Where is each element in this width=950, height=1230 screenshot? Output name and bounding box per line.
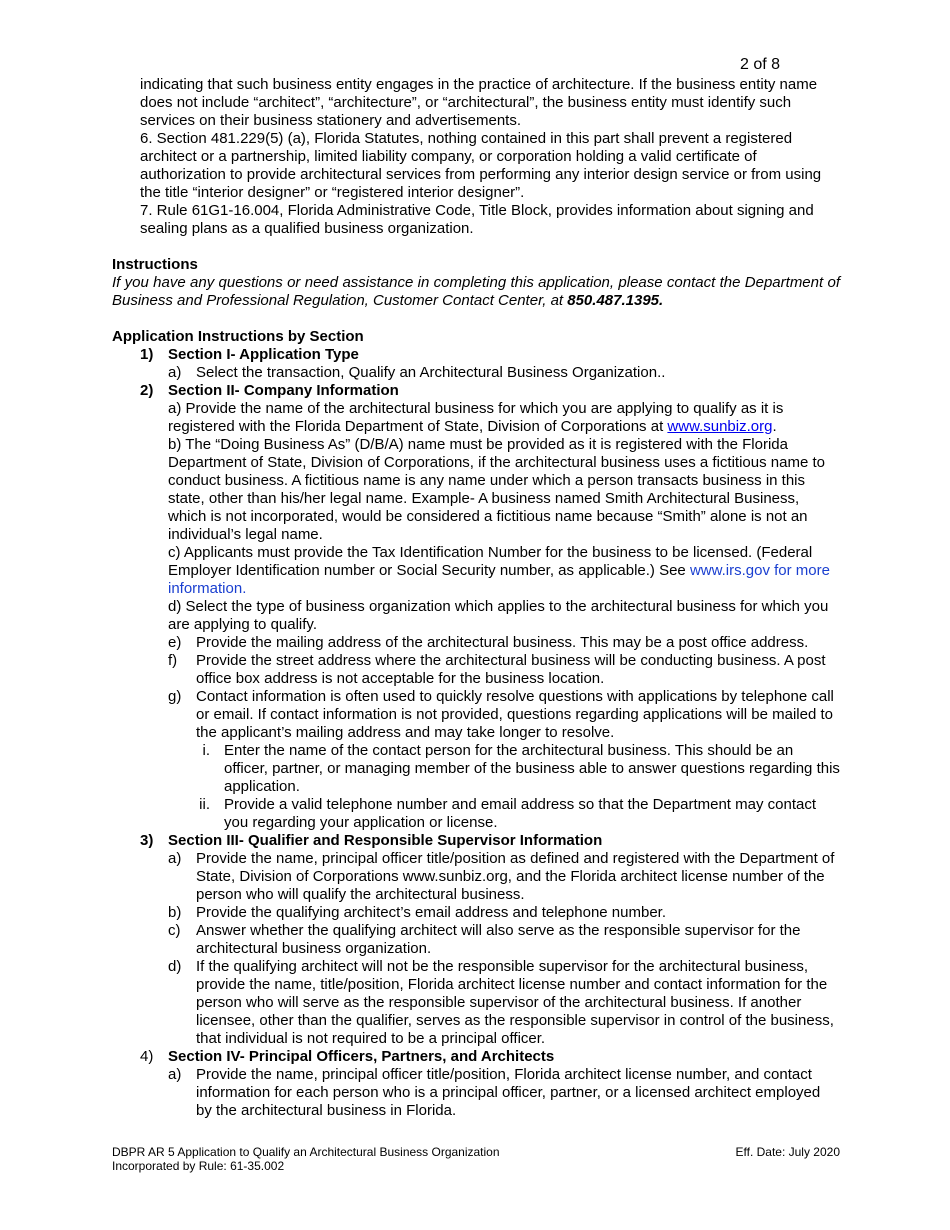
item-text: If the qualifying architect will not be the responsible supervisor for the architectural business, provide the name, title/position, Florida architect license number and contact information for the person who will serve as the responsible supervisor of the architectural business. If another licensee, other than the qualifier, serves as the responsible supervisor in control of the business, that individual is not required to be a principal officer. bbox=[196, 958, 834, 1047]
page-footer bbox=[112, 1145, 840, 1173]
list-item bbox=[112, 922, 840, 958]
footer-rule: Incorporated by Rule: 61-35.002 bbox=[112, 1159, 285, 1173]
item-marker: ii. bbox=[199, 796, 210, 813]
sub-list-item bbox=[112, 742, 840, 796]
footer-effective-date: Eff. Date: July 2020 bbox=[735, 1145, 840, 1159]
irs-link[interactable]: www.irs.gov bbox=[689, 562, 770, 579]
item-marker: d) bbox=[168, 958, 182, 975]
item-text: Provide the name, principal officer title/position, Florida architect license number, and contact information for each person who is a principal officer, partner, or a licensed architect employed by the architectural business in Florida. bbox=[196, 1066, 821, 1119]
item-text: Provide a valid telephone number and email address so that the Department may contact you regarding your application or license. bbox=[224, 796, 817, 831]
continuation-block bbox=[112, 76, 840, 238]
list-item bbox=[112, 364, 840, 382]
list-item bbox=[112, 688, 840, 742]
item-text: Enter the name of the contact person for the architectural business. This should be an officer, partner, or managing member of the business able to answer questions regarding this application. bbox=[224, 742, 840, 795]
list-item bbox=[112, 850, 840, 904]
instructions-text bbox=[112, 274, 840, 310]
item-marker: g) bbox=[168, 688, 182, 705]
section-title: Section III- Qualifier and Responsible Supervisor Information bbox=[168, 832, 603, 849]
section-1-heading bbox=[112, 346, 840, 364]
item-text: a) Provide the name of the architectural business for which you are applying to qualify as it is registered with the Florida Department of State, Division of Corporations at bbox=[168, 400, 784, 435]
item-6-paragraph: 6. Section 481.229(5) (a), Florida Statutes, nothing contained in this part shall prevent a registered architect or a partnership, limited liability company, or corporation holding a valid certificate of authorization to provide architectural services from performing any interior design service or from using the title “interior designer” or “registered interior designer”. bbox=[140, 130, 822, 201]
section-2-block bbox=[112, 400, 840, 634]
page-number: 2 of 8 bbox=[740, 56, 781, 73]
item-marker: a) bbox=[168, 1066, 182, 1083]
item-text: Provide the qualifying architect’s email address and telephone number. bbox=[196, 904, 667, 921]
instructions-body: If you have any questions or need assistance in completing this application, please contact the Department of Business and Professional Regulation, Customer Contact Center, at bbox=[112, 274, 840, 309]
section-number: 4) bbox=[140, 1048, 154, 1065]
item-marker: c) bbox=[168, 922, 181, 939]
item-7-paragraph: 7. Rule 61G1-16.004, Florida Administrative Code, Title Block, provides information about signing and sealing plans as a qualified business organization. bbox=[140, 202, 814, 237]
section-2-heading bbox=[112, 382, 840, 400]
section-title: Section II- Company Information bbox=[168, 382, 399, 399]
section-number: 3) bbox=[140, 832, 154, 849]
item-text: c) Applicants must provide the Tax Identification Number for the business to be licensed. (Federal Employer Identification number or Social Security number, as applicable.) See bbox=[168, 544, 813, 579]
item-text-suffix: for more information. bbox=[168, 562, 830, 597]
list-item bbox=[112, 958, 840, 1048]
list-item bbox=[112, 904, 840, 922]
continuation-paragraph: indicating that such business entity engages in the practice of architecture. If the business entity name does not include “architect”, “architecture”, or “architectural”, the business entity must identify such services on their business stationery and advertisements. bbox=[140, 76, 818, 129]
item-c-paragraph bbox=[168, 544, 840, 598]
item-marker: i. bbox=[202, 742, 210, 759]
section-number: 2) bbox=[140, 382, 154, 399]
item-d-paragraph: d) Select the type of business organization which applies to the architectural business for which you are applying to qualify. bbox=[168, 598, 829, 633]
list-item bbox=[112, 634, 840, 652]
item-text: Provide the mailing address of the architectural business. This may be a post office address. bbox=[196, 634, 809, 651]
contact-phone: 850.487.1395. bbox=[567, 292, 664, 309]
item-text-suffix: . bbox=[772, 418, 777, 435]
item-text: Select the transaction, Qualify an Architectural Business Organization.. bbox=[196, 364, 666, 381]
item-marker: a) bbox=[168, 364, 182, 381]
item-text: Answer whether the qualifying architect will also serve as the responsible supervisor for the architectural business organization. bbox=[196, 922, 801, 957]
document-body bbox=[112, 76, 840, 1120]
item-marker: f) bbox=[168, 652, 178, 669]
application-instructions-heading: Application Instructions by Section bbox=[112, 328, 364, 345]
section-title: Section I- Application Type bbox=[168, 346, 359, 363]
item-text: Provide the name, principal officer title/position as defined and registered with the Department of State, Division of Corporations www.sunbiz.org, and the Florida architect license number of the person who will qualify the architectural business. bbox=[196, 850, 835, 903]
item-marker: e) bbox=[168, 634, 182, 651]
section-title: Section IV- Principal Officers, Partners, and Architects bbox=[168, 1048, 555, 1065]
sub-list-item bbox=[112, 796, 840, 832]
item-text: Contact information is often used to quickly resolve questions with applications by telephone call or email. If contact information is not provided, questions regarding applications will be mailed to the applicant’s mailing address and may take longer to resolve. bbox=[196, 688, 834, 741]
section-number: 1) bbox=[140, 346, 154, 363]
item-a-paragraph bbox=[168, 400, 840, 436]
list-item bbox=[112, 652, 840, 688]
section-3-heading bbox=[112, 832, 840, 850]
item-b-paragraph: b) The “Doing Business As” (D/B/A) name must be provided as it is registered with the Florida Department of State, Division of Corporations, if the architectural business uses a fictitious name to conduct business. A fictitious name is any name under which a person transacts business in this state, other than his/her legal name. Example- A business named Smith Architectural Business, which is not incorporated, would be considered a fictitious name because “Smith” alone is not an individual’s legal name. bbox=[168, 436, 825, 543]
footer-form-title: DBPR AR 5 Application to Qualify an Architectural Business Organization bbox=[112, 1145, 500, 1159]
section-4-heading bbox=[112, 1048, 840, 1066]
item-marker: a) bbox=[168, 850, 182, 867]
item-marker: b) bbox=[168, 904, 182, 921]
sunbiz-link[interactable]: www.sunbiz.org bbox=[667, 418, 773, 435]
instructions-heading: Instructions bbox=[112, 256, 198, 273]
item-text: Provide the street address where the architectural business will be conducting business. A post office box address is not acceptable for the business location. bbox=[196, 652, 826, 687]
list-item bbox=[112, 1066, 840, 1120]
